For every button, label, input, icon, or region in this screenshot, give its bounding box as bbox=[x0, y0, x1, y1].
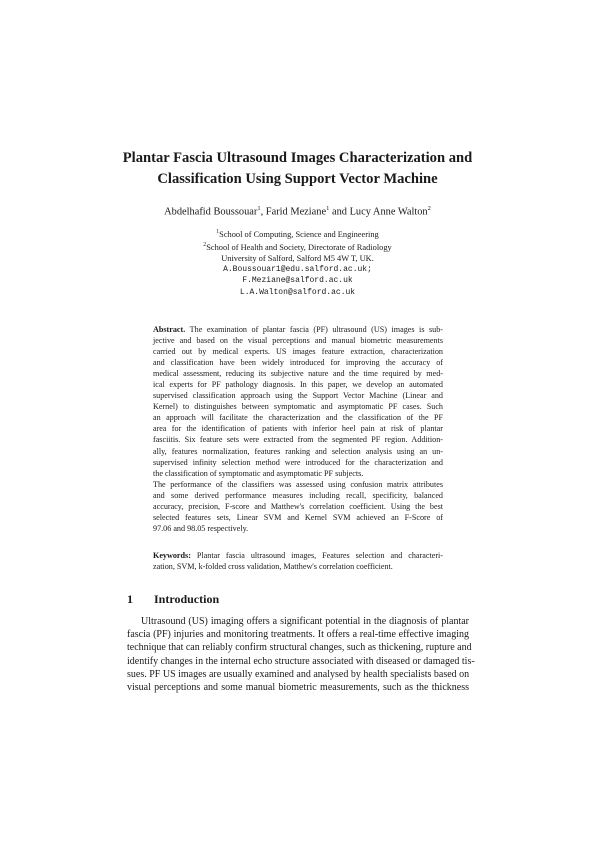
abstract-line: 97.06 and 98.05 respectively. bbox=[153, 523, 249, 533]
author-name: Farid Meziane bbox=[265, 206, 327, 218]
affiliation-text: School of Health and Society, Directorate of Radiology bbox=[206, 242, 392, 252]
paper-title bbox=[70, 148, 525, 190]
abstract-text: The examination of plantar fascia (PF) ultrasound (US) images is sub- bbox=[185, 325, 443, 334]
section-heading bbox=[127, 592, 219, 607]
affiliations bbox=[0, 227, 595, 298]
section-title: Introduction bbox=[154, 592, 220, 606]
abstract-line: The performance of the classifiers was assessed using confusion matrix attributes bbox=[153, 479, 443, 489]
author-affiliation-mark: 1 bbox=[257, 205, 261, 212]
abstract-line: fasciitis. Six feature sets were extracted from the segmented PF region. Addition- bbox=[153, 435, 443, 445]
address-line: University of Salford, Salford M5 4W T, UK. bbox=[221, 254, 374, 263]
author-name: Abdelhafid Boussouar bbox=[164, 206, 258, 218]
section-number: 1 bbox=[127, 592, 133, 606]
body-line: fascia (PF) injuries and monitoring treatments. It offers a real-time effective imaging bbox=[127, 629, 469, 641]
affiliation-line bbox=[0, 240, 595, 253]
abstract-line: accuracy, precision, F-score and Matthew's correlation coefficient. Using the best bbox=[153, 501, 443, 511]
keywords-line: zation, SVM, k-folded cross validation, Matthew's correlation coefficient. bbox=[153, 562, 393, 572]
abstract-line bbox=[153, 324, 443, 335]
body-line: Ultrasound (US) imaging offers a significant potential in the diagnosis of plantar bbox=[141, 616, 469, 627]
title-line: Plantar Fascia Ultrasound Images Characterization and bbox=[122, 150, 473, 166]
abstract-label: Abstract. bbox=[153, 325, 186, 334]
author-separator: and bbox=[329, 206, 350, 218]
abstract-line: ical experts for PF pathology diagnosis. In this paper, we develop an automated bbox=[153, 380, 443, 390]
keywords-line bbox=[153, 550, 443, 561]
author-affiliation-mark: 2 bbox=[427, 205, 431, 212]
abstract-line: the classification of symptomatic and asymptomatic PF subjects. bbox=[153, 468, 364, 478]
abstract-line: and some derived performance measures including recall, specificity, balanced bbox=[153, 490, 443, 500]
abstract-line: Kernel) to distinguishes between symptomatic and asymptomatic PF cases. Such bbox=[153, 402, 443, 412]
affiliation-line bbox=[0, 227, 595, 240]
affiliation-mark: 2 bbox=[203, 242, 207, 248]
body-line: visual perceptions and some manual biometric measurements, such as the thickness bbox=[127, 681, 469, 693]
body-line: identify changes in the internal echo structure associated with diseased or damaged tis- bbox=[127, 655, 475, 667]
abstract-line: carried out by medical experts. US images feature extraction, characterization bbox=[153, 347, 443, 357]
abstract-line: selected features sets, Linear SVM and Kernel SVM achieved an F-Score of bbox=[153, 512, 443, 522]
email-link[interactable]: L.A.Walton@salford.ac.uk bbox=[239, 287, 356, 297]
author-affiliation-mark: 1 bbox=[326, 205, 330, 212]
author-list bbox=[0, 205, 595, 217]
abstract-line: jective and based on the visual perceptions and manual biometric measurements bbox=[153, 336, 443, 346]
abstract-line: medical assessment, reducing its subjective nature and the time required by med- bbox=[153, 369, 443, 379]
abstract-line: area for the identification of patients with inferior heel pain at risk of plantar bbox=[153, 424, 443, 434]
keywords bbox=[153, 550, 443, 572]
body-text bbox=[127, 615, 475, 694]
abstract-line: and classification have been widely introduced for improving the accuracy of bbox=[153, 358, 443, 368]
abstract-line: ally, features normalization, features ranking and selection analysis using an un- bbox=[153, 446, 443, 456]
abstract-line: supervised classification approach using the Support Vector Machine (Linear and bbox=[153, 391, 443, 401]
author-separator: , bbox=[260, 206, 266, 218]
body-line: sues. PF US images are usually examined and analysed by health specialists based on bbox=[127, 668, 470, 680]
keywords-label: Keywords: bbox=[153, 551, 191, 560]
title-line: Classification Using Support Vector Machine bbox=[157, 171, 438, 187]
body-line: technique that can reliably confirm structural changes, such as thickening, rupture and bbox=[127, 642, 472, 654]
abstract bbox=[153, 324, 443, 534]
keywords-text: Plantar fascia ultrasound images, Features selection and characteri- bbox=[190, 551, 443, 560]
affiliation-text: School of Computing, Science and Engineering bbox=[219, 229, 379, 239]
affiliation-mark: 1 bbox=[216, 229, 220, 235]
email-link[interactable]: F.Meziane@salford.ac.uk bbox=[242, 276, 353, 286]
author-name: Lucy Anne Walton bbox=[349, 206, 428, 218]
abstract-line: an approach will facilitate the characterization and the classification of the PF bbox=[153, 413, 443, 423]
email-link[interactable]: A.Boussouar1@edu.salford.ac.uk; bbox=[223, 265, 372, 275]
abstract-line: supervised infinity selection method were introduced for the characterization and bbox=[153, 457, 443, 467]
